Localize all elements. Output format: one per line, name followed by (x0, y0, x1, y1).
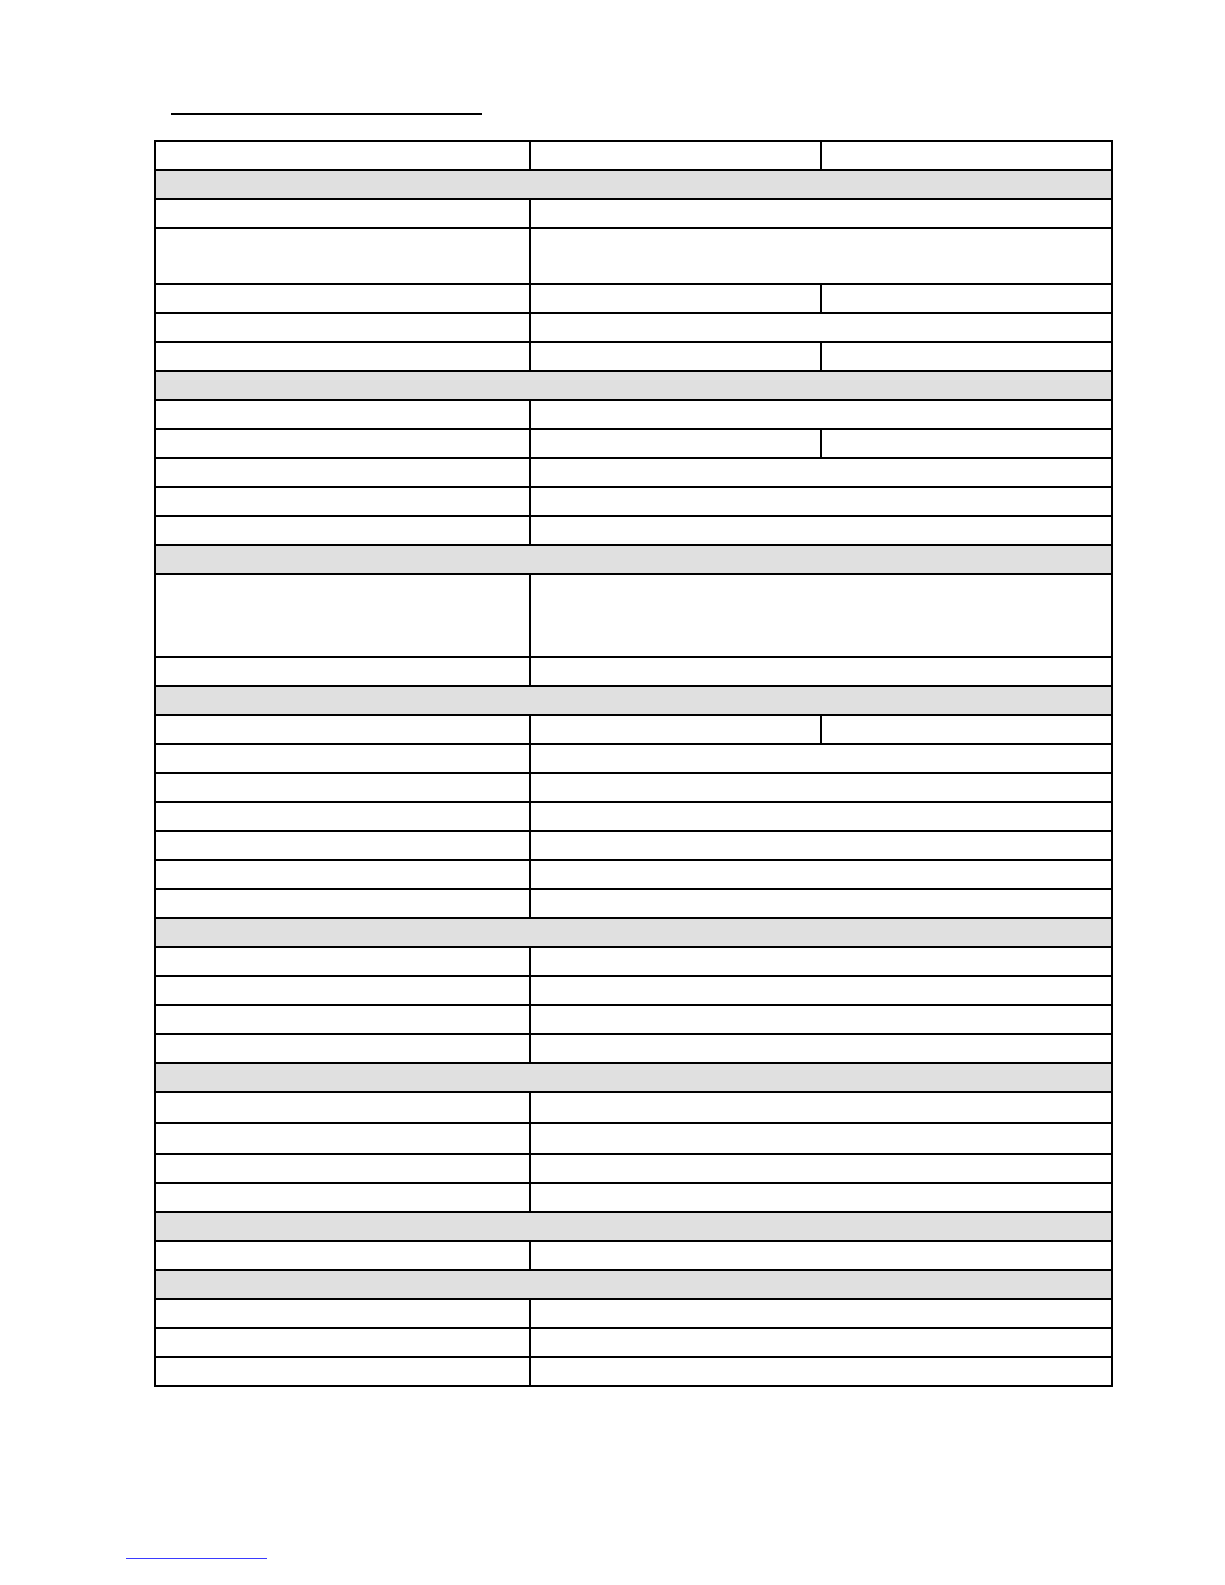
row-value (530, 1034, 1112, 1063)
row-label (155, 947, 530, 976)
table-row (155, 199, 1112, 228)
table-row (155, 1357, 1112, 1386)
row-value (821, 429, 1112, 458)
row-value (530, 574, 1112, 657)
row-value (530, 860, 1112, 889)
row-label (155, 313, 530, 342)
table-row (155, 1154, 1112, 1183)
table-row (155, 860, 1112, 889)
header-cell (530, 141, 821, 170)
row-label (155, 802, 530, 831)
row-value (821, 342, 1112, 371)
row-label (155, 487, 530, 516)
row-label (155, 1183, 530, 1212)
section-label (155, 918, 1112, 947)
row-label (155, 1123, 530, 1154)
row-value (530, 342, 821, 371)
row-value (821, 284, 1112, 313)
table-row (155, 1183, 1112, 1212)
section-header-row (155, 686, 1112, 715)
row-value (530, 516, 1112, 545)
row-value (530, 889, 1112, 918)
table-row (155, 1241, 1112, 1270)
section-header-row (155, 918, 1112, 947)
row-label (155, 657, 530, 686)
row-value (530, 715, 821, 744)
section-header-row (155, 1212, 1112, 1241)
row-label (155, 1241, 530, 1270)
row-value (530, 657, 1112, 686)
row-label (155, 889, 530, 918)
row-label (155, 429, 530, 458)
row-value (530, 1183, 1112, 1212)
row-value (530, 773, 1112, 802)
section-header-row (155, 545, 1112, 574)
section-header-row (155, 1063, 1112, 1092)
row-value (530, 1299, 1112, 1328)
table-row (155, 715, 1112, 744)
row-value (530, 947, 1112, 976)
row-value (530, 313, 1112, 342)
section-header-row (155, 170, 1112, 199)
table-row (155, 1092, 1112, 1123)
row-value (821, 715, 1112, 744)
row-value (530, 1328, 1112, 1357)
row-label (155, 228, 530, 284)
section-header-row (155, 1270, 1112, 1299)
table-row (155, 516, 1112, 545)
table-row (155, 947, 1112, 976)
row-label (155, 458, 530, 487)
row-value (530, 228, 1112, 284)
section-label (155, 686, 1112, 715)
table-row (155, 342, 1112, 371)
row-value (530, 458, 1112, 487)
table-row (155, 400, 1112, 429)
table-row (155, 1034, 1112, 1063)
table-row (155, 429, 1112, 458)
row-value (530, 1123, 1112, 1154)
footer-link[interactable] (126, 1558, 267, 1559)
table-row (155, 976, 1112, 1005)
table-row (155, 1299, 1112, 1328)
row-label (155, 342, 530, 371)
row-value (530, 1092, 1112, 1123)
row-label (155, 1005, 530, 1034)
row-label (155, 1357, 530, 1386)
section-label (155, 1212, 1112, 1241)
row-value (530, 802, 1112, 831)
row-label (155, 1154, 530, 1183)
table-row (155, 458, 1112, 487)
table-row (155, 313, 1112, 342)
table-row (155, 773, 1112, 802)
table-row (155, 487, 1112, 516)
row-label (155, 199, 530, 228)
row-label (155, 1299, 530, 1328)
row-value (530, 831, 1112, 860)
table-row (155, 284, 1112, 313)
document-title (171, 113, 482, 115)
row-label (155, 831, 530, 860)
row-label (155, 400, 530, 429)
row-label (155, 976, 530, 1005)
section-label (155, 170, 1112, 199)
table-row (155, 889, 1112, 918)
table-row (155, 574, 1112, 657)
table-row (155, 802, 1112, 831)
row-label (155, 1092, 530, 1123)
row-label (155, 574, 530, 657)
row-label (155, 773, 530, 802)
section-header-row (155, 371, 1112, 400)
row-value (530, 976, 1112, 1005)
row-value (530, 744, 1112, 773)
table-row (155, 744, 1112, 773)
row-label (155, 516, 530, 545)
section-label (155, 545, 1112, 574)
row-label (155, 284, 530, 313)
row-value (530, 1357, 1112, 1386)
row-value (530, 1241, 1112, 1270)
table-row (155, 228, 1112, 284)
row-value (530, 400, 1112, 429)
row-value (530, 1154, 1112, 1183)
row-value (530, 284, 821, 313)
section-label (155, 371, 1112, 400)
section-label (155, 1063, 1112, 1092)
spec-table (154, 140, 1113, 1387)
row-value (530, 199, 1112, 228)
row-value (530, 429, 821, 458)
header-cell (821, 141, 1112, 170)
row-value (530, 487, 1112, 516)
table-header-row (155, 141, 1112, 170)
row-label (155, 860, 530, 889)
table-row (155, 1005, 1112, 1034)
header-cell (155, 141, 530, 170)
table-row (155, 1123, 1112, 1154)
table-row (155, 1328, 1112, 1357)
table-row (155, 657, 1112, 686)
row-label (155, 1034, 530, 1063)
row-label (155, 1328, 530, 1357)
section-label (155, 1270, 1112, 1299)
row-label (155, 744, 530, 773)
row-value (530, 1005, 1112, 1034)
row-label (155, 715, 530, 744)
table-row (155, 831, 1112, 860)
